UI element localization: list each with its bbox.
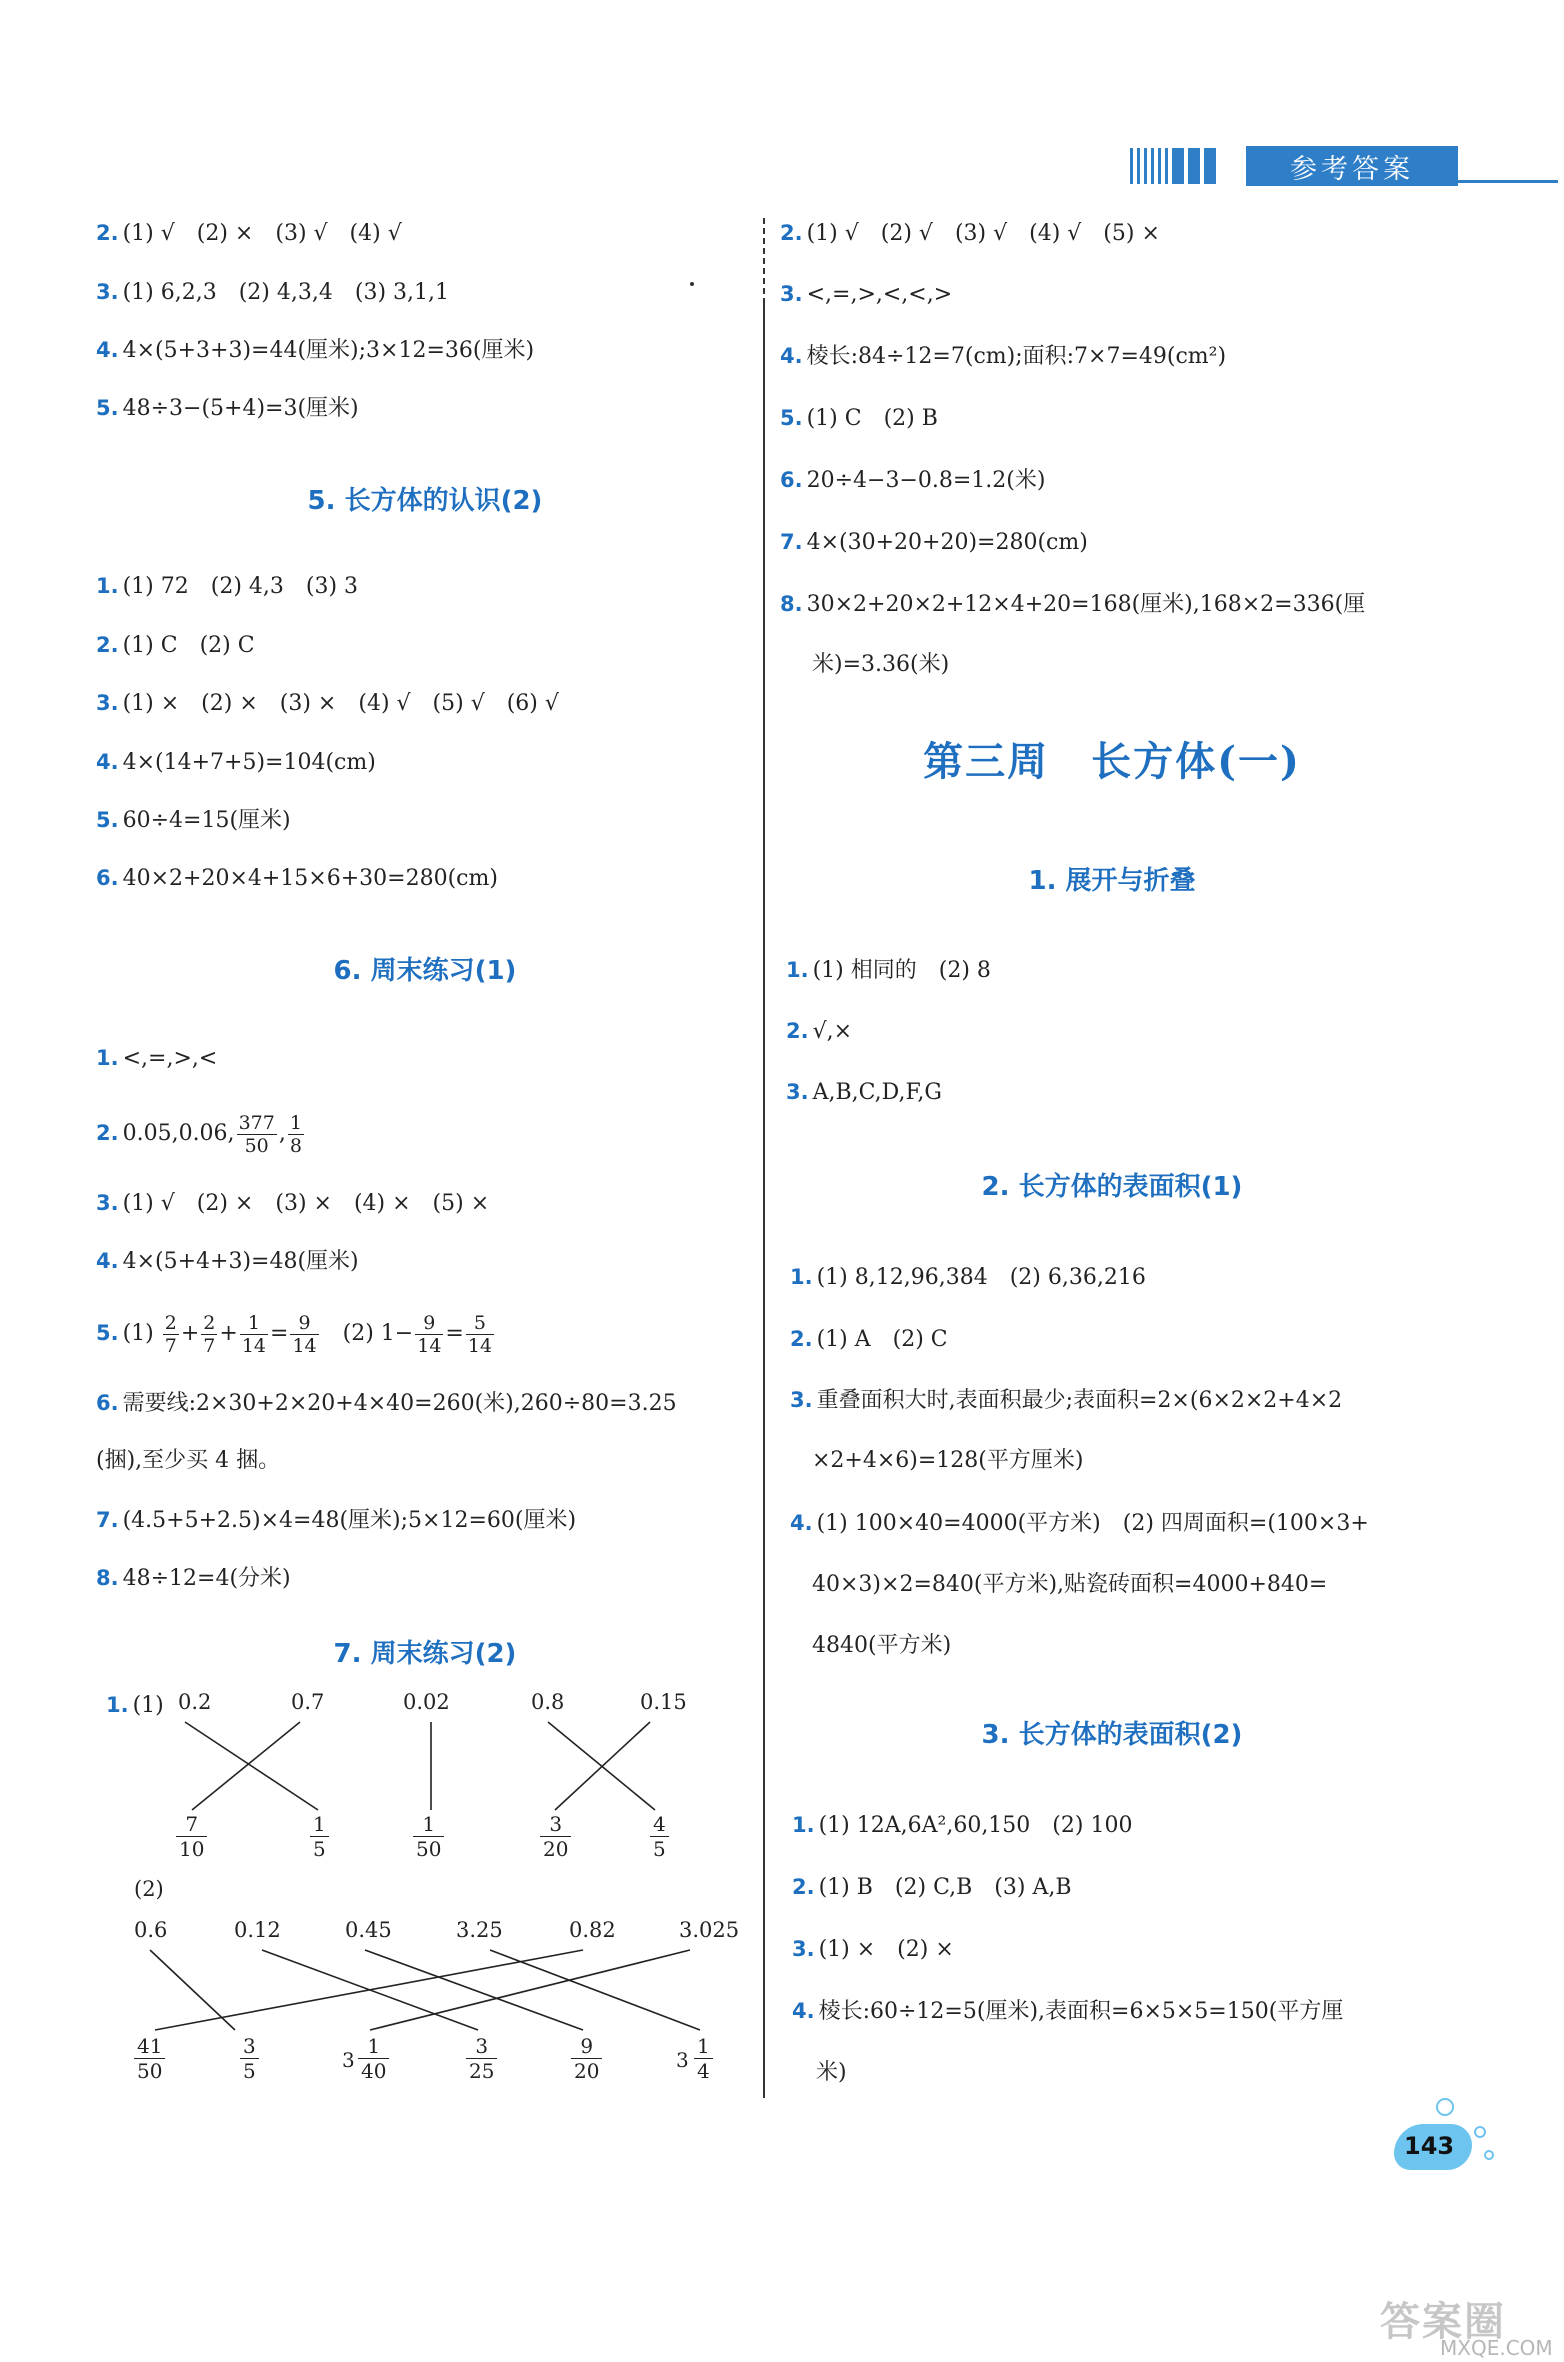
answer-line-cont: 米) xyxy=(816,2060,847,2085)
matching-label: 1. (1) xyxy=(106,1693,164,1718)
match-top: 3.025 xyxy=(679,1918,740,1942)
answer-line: 2. (1) B (2) C,B (3) A,B xyxy=(792,1875,1072,1900)
answer-line: 3. 重叠面积大时,表面积最少;表面积=2×(6×2×2+4×2 xyxy=(790,1388,1343,1413)
answer-line: 3. (1) × (2) × (3) × (4) √ (5) √ (6) √ xyxy=(96,691,559,716)
bubble-decoration xyxy=(1436,2098,1454,2116)
answer-line: 1. <,=,>,< xyxy=(96,1046,218,1071)
match-top: 0.2 xyxy=(178,1690,212,1714)
match-top: 0.45 xyxy=(345,1918,392,1942)
match-top: 0.02 xyxy=(403,1690,450,1714)
fraction: $\frac{1}{8}$ xyxy=(289,1111,302,1157)
answer-line: 8. 30×2+20×2+12×4+20=168(厘米),168×2=336(厘 xyxy=(780,592,1366,617)
answer-line: 6. 40×2+20×4+15×6+30=280(cm) xyxy=(96,866,498,891)
answer-line: 4. 棱长:60÷12=5(厘米),表面积=6×5×5=150(平方厘 xyxy=(792,1999,1344,2024)
answer-line: 3. (1) √ (2) × (3) × (4) × (5) × xyxy=(96,1191,490,1216)
answer-line: 3. (1) × (2) × xyxy=(792,1937,954,1962)
mixed-whole: 3 xyxy=(676,2048,689,2072)
answer-line: 2. (1) C (2) C xyxy=(96,633,255,658)
answer-line: 4. 4×(14+7+5)=104(cm) xyxy=(96,750,376,775)
fraction: $\frac{377}{50}$ xyxy=(238,1111,275,1157)
section-title: 6. 周末练习(1) xyxy=(333,956,517,986)
match-bottom: 1 50 xyxy=(413,1812,444,1861)
answer-line: 7. 4×(30+20+20)=280(cm) xyxy=(780,530,1088,555)
watermark-logo: 答案圈 xyxy=(1380,2299,1506,2345)
answer-line-cont: ×2+4×6)=128(平方厘米) xyxy=(812,1448,1084,1473)
answer-line: 5. (1) $\frac{2}{7}$ + $\frac{2}{7}$ + $\frac{1}{14}$ = $\frac{9}{14}$ (2) 1− $\frac{9}{14}$ = $\frac{5}{14}$ xyxy=(96,1311,493,1357)
answer-line: 2. (1) A (2) C xyxy=(790,1327,948,1352)
bubble-decoration xyxy=(1474,2126,1486,2138)
section-title: 2. 长方体的表面积(1) xyxy=(981,1172,1243,1202)
match-bottom: 7 10 xyxy=(176,1812,207,1861)
match-bottom: 9 20 xyxy=(571,2034,602,2083)
answer-line-cont: 40×3)×2=840(平方米),贴瓷砖面积=4000+840= xyxy=(812,1572,1328,1597)
match-top: 0.7 xyxy=(291,1690,325,1714)
bubble-decoration xyxy=(1484,2150,1494,2160)
page-number: 143 xyxy=(1404,2132,1455,2160)
answer-line: 4. 4×(5+3+3)=44(厘米);3×12=36(厘米) xyxy=(96,338,535,363)
answer-line: 3. (1) 6,2,3 (2) 4,3,4 (3) 3,1,1 xyxy=(96,280,449,305)
match-top: 0.15 xyxy=(640,1690,687,1714)
answer-line: 5. 48÷3−(5+4)=3(厘米) xyxy=(96,396,359,421)
answer-line: 4. 棱长:84÷12=7(cm);面积:7×7=49(cm²) xyxy=(780,344,1227,369)
answer-line: 2. 0.05,0.06, $\frac{377}{50}$ , $\frac{1}{8}$ xyxy=(96,1111,302,1157)
answer-line: 8. 48÷12=4(分米) xyxy=(96,1566,291,1591)
answer-line: 3. <,=,>,<,<,> xyxy=(780,282,953,307)
answer-line: 1. (1) 相同的 (2) 8 xyxy=(786,958,991,983)
answer-line: 5. (1) C (2) B xyxy=(780,406,938,431)
match-bottom: 3 25 xyxy=(466,2034,497,2083)
answer-line-cont: 4840(平方米) xyxy=(812,1633,952,1658)
answer-line: 5. 60÷4=15(厘米) xyxy=(96,808,291,833)
answer-line-cont: 米)=3.36(米) xyxy=(812,652,950,677)
match-bottom: 3 5 xyxy=(240,2034,259,2083)
section-title: 7. 周末练习(2) xyxy=(333,1639,517,1669)
section-title: 5. 长方体的认识(2) xyxy=(307,486,543,516)
answer-line: 4. 4×(5+4+3)=48(厘米) xyxy=(96,1249,359,1274)
watermark-url: MXQE.COM xyxy=(1440,2336,1553,2360)
match-top: 0.82 xyxy=(569,1918,616,1942)
header-label: 参考答案 xyxy=(1246,146,1458,186)
match-bottom: 4 5 xyxy=(650,1812,669,1861)
match-top: 0.12 xyxy=(234,1918,281,1942)
answer-line-cont: (捆),至少买 4 捆。 xyxy=(96,1448,281,1473)
week-title: 第三周 长方体(一) xyxy=(923,738,1301,785)
answer-line: 2. (1) √ (2) × (3) √ (4) √ xyxy=(96,221,402,246)
answer-line: 1. (1) 8,12,96,384 (2) 6,36,216 xyxy=(790,1265,1146,1290)
section-title: 3. 长方体的表面积(2) xyxy=(981,1720,1243,1750)
answer-line: 2. √,× xyxy=(786,1019,853,1044)
answer-line: 1. (1) 72 (2) 4,3 (3) 3 xyxy=(96,574,359,599)
section-title: 1. 展开与折叠 xyxy=(1028,866,1196,896)
answer-line: 7. (4.5+5+2.5)×4=48(厘米);5×12=60(厘米) xyxy=(96,1508,577,1533)
answer-line: 3. A,B,C,D,F,G xyxy=(786,1080,942,1105)
answer-line: 6. 20÷4−3−0.8=1.2(米) xyxy=(780,468,1046,493)
answer-line: 1. (1) 12A,6A²,60,150 (2) 100 xyxy=(792,1813,1133,1838)
match-bottom: 1 4 xyxy=(694,2034,713,2083)
match-bottom: 3 20 xyxy=(540,1812,571,1861)
mixed-whole: 3 xyxy=(342,2048,355,2072)
match-top: 3.25 xyxy=(456,1918,503,1942)
match-top: 0.6 xyxy=(134,1918,168,1942)
match-bottom: 1 40 xyxy=(358,2034,389,2083)
match-bottom: 41 50 xyxy=(134,2034,165,2083)
answer-line: 2. (1) √ (2) √ (3) √ (4) √ (5) × xyxy=(780,221,1160,246)
match-bottom: 1 5 xyxy=(310,1812,329,1861)
matching-label: (2) xyxy=(134,1877,164,1901)
answer-line: 6. 需要线:2×30+2×20+4×40=260(米),260÷80=3.25 xyxy=(96,1391,677,1416)
answer-line: 4. (1) 100×40=4000(平方米) (2) 四周面积=(100×3+ xyxy=(790,1511,1369,1536)
match-top: 0.8 xyxy=(531,1690,565,1714)
